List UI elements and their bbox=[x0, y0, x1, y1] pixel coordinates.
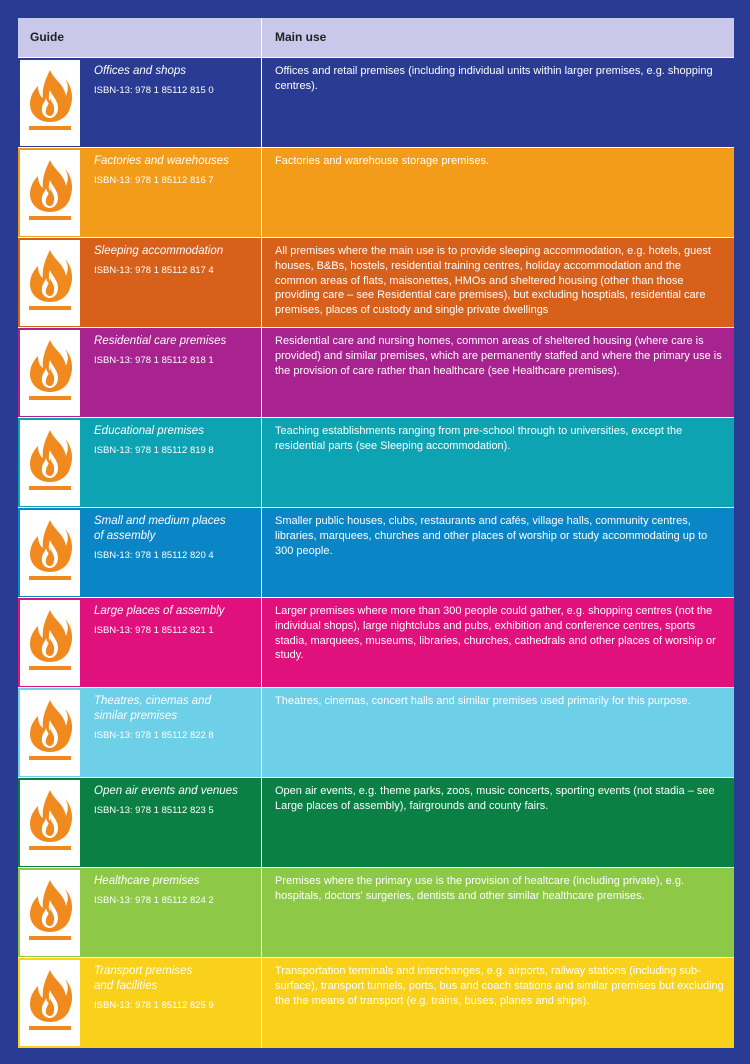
guide-info bbox=[80, 598, 224, 687]
guide-title: Large places of assembly bbox=[94, 605, 225, 617]
flame-icon bbox=[24, 424, 76, 502]
flame-icon bbox=[24, 964, 76, 1042]
guide-title: Residential care premises bbox=[94, 335, 227, 347]
flame-icon bbox=[24, 334, 76, 412]
flame-icon-box bbox=[20, 780, 80, 866]
guide-cell bbox=[18, 508, 262, 597]
guide-title: Educational premises bbox=[94, 425, 204, 437]
guide-info bbox=[80, 148, 229, 237]
guide-isbn: ISBN-13: 978 1 85112 822 8 bbox=[94, 730, 214, 741]
flame-icon-box bbox=[20, 510, 80, 596]
guide-isbn: ISBN-13: 978 1 85112 820 4 bbox=[94, 550, 214, 561]
guide-info bbox=[80, 778, 238, 867]
guide-isbn: ISBN-13: 978 1 85112 819 8 bbox=[94, 445, 214, 456]
guide-isbn: ISBN-13: 978 1 85112 818 1 bbox=[94, 355, 214, 366]
table-row bbox=[18, 418, 734, 508]
guide-title: Sleeping accommodation bbox=[94, 245, 224, 257]
table-row bbox=[18, 598, 734, 688]
main-use-cell: Teaching establishments ranging from pre-school through to universities, except the residential parts (see Sleeping accommodation). bbox=[275, 425, 683, 452]
main-use-cell: Factories and warehouse storage premises. bbox=[275, 155, 489, 167]
main-use-cell: All premises where the main use is to provide sleeping accommodation, e.g. hotels, guest houses, B&Bs, hostels, residential training centres, holiday accommodation and the common areas of flats, maisonettes, HMOs and sheltered housing (other than those providing care – see Residential care premises), but excluding hosptials, residential care premises, places of custody and single private dwellings bbox=[275, 245, 711, 317]
guide-info bbox=[80, 238, 223, 327]
flame-icon-box bbox=[20, 690, 80, 776]
guide-cell bbox=[18, 598, 262, 687]
table-row bbox=[18, 778, 734, 868]
guide-isbn: ISBN-13: 978 1 85112 817 4 bbox=[94, 265, 214, 276]
table-row bbox=[18, 238, 734, 328]
flame-icon-box bbox=[20, 150, 80, 236]
flame-icon bbox=[24, 64, 76, 142]
table-row bbox=[18, 58, 734, 148]
guide-isbn: ISBN-13: 978 1 85112 816 7 bbox=[94, 175, 214, 186]
table-row bbox=[18, 958, 734, 1048]
flame-icon bbox=[24, 514, 76, 592]
header-guide: Guide bbox=[18, 18, 262, 57]
guide-info bbox=[80, 58, 214, 147]
header-main-use: Main use bbox=[275, 30, 327, 44]
flame-icon-box bbox=[20, 330, 80, 416]
flame-icon bbox=[24, 244, 76, 322]
main-use-cell: Offices and retail premises (including individual units within larger premises, e.g. shopping centres). bbox=[275, 65, 713, 92]
main-use-cell: Smaller public houses, clubs, restaurants and cafés, village halls, community centres, libraries, marquees, churches and other places of worship or study accommodating up to 300 people. bbox=[275, 515, 708, 557]
flame-icon-box bbox=[20, 960, 80, 1046]
guide-info bbox=[80, 868, 214, 957]
guide-cell bbox=[18, 238, 262, 327]
flame-icon bbox=[24, 784, 76, 862]
guide-isbn: ISBN-13: 978 1 85112 815 0 bbox=[94, 85, 214, 96]
guide-title: Small and medium places of assembly bbox=[94, 515, 226, 542]
table-header bbox=[18, 18, 734, 58]
guide-title: Transport premises and facilities bbox=[94, 965, 193, 992]
flame-icon bbox=[24, 874, 76, 952]
flame-icon-box bbox=[20, 420, 80, 506]
guides-table bbox=[18, 18, 734, 1048]
flame-icon bbox=[24, 604, 76, 682]
guide-info bbox=[80, 688, 214, 777]
guide-isbn: ISBN-13: 978 1 85112 825 9 bbox=[94, 1000, 214, 1011]
main-use-cell: Open air events, e.g. theme parks, zoos, music concerts, sporting events (not stadia – see Large places of assembly), fairgrounds and county fairs. bbox=[275, 785, 715, 812]
guide-title: Offices and shops bbox=[94, 65, 187, 77]
flame-icon-box bbox=[20, 600, 80, 686]
guide-isbn: ISBN-13: 978 1 85112 821 1 bbox=[94, 625, 214, 636]
guide-cell bbox=[18, 328, 262, 417]
table-row bbox=[18, 508, 734, 598]
flame-icon-box bbox=[20, 60, 80, 146]
guide-cell bbox=[18, 958, 262, 1048]
main-use-cell: Theatres, cinemas, concert halls and similar premises used primarily for this purpose. bbox=[275, 695, 691, 707]
guide-cell bbox=[18, 778, 262, 867]
guide-info bbox=[80, 508, 226, 597]
main-use-cell: Premises where the primary use is the provision of healtcare (including private), e.g. hospitals, doctors' surgeries, dentists and other similar healthcare premises. bbox=[275, 875, 685, 902]
guide-title: Healthcare premises bbox=[94, 875, 200, 887]
guide-cell bbox=[18, 868, 262, 957]
guide-title: Open air events and venues bbox=[94, 785, 238, 797]
guide-cell bbox=[18, 148, 262, 237]
flame-icon-box bbox=[20, 240, 80, 326]
flame-icon-box bbox=[20, 870, 80, 956]
guide-title: Theatres, cinemas and similar premises bbox=[94, 695, 211, 722]
guide-title: Factories and warehouses bbox=[94, 155, 229, 167]
table-row bbox=[18, 688, 734, 778]
guide-cell bbox=[18, 58, 262, 147]
flame-icon bbox=[24, 154, 76, 232]
guide-isbn: ISBN-13: 978 1 85112 824 2 bbox=[94, 895, 214, 906]
main-use-cell: Larger premises where more than 300 people could gather, e.g. shopping centres (not the individual shops), large nightclubs and pubs, exhibition and conference centres, sports stadia, marquees, museums, libraries, churches, cathedrals and other places of worship or study. bbox=[275, 605, 716, 662]
table-body bbox=[18, 58, 734, 1048]
guide-info bbox=[80, 418, 214, 507]
table-row bbox=[18, 328, 734, 418]
guide-isbn: ISBN-13: 978 1 85112 823 5 bbox=[94, 805, 214, 816]
main-use-cell: Residential care and nursing homes, common areas of sheltered housing (where care is provided) and similar premises, which are permanently staffed and where the primary use is the provision of care rather than healthcare (see Healthcare premises). bbox=[275, 335, 722, 377]
guide-info bbox=[80, 328, 226, 417]
flame-icon bbox=[24, 694, 76, 772]
guide-cell bbox=[18, 418, 262, 507]
main-use-cell: Transportation terminals and interchanges, e.g. airports, railway stations (including sub-surface), transport tunnels, ports, bus and coach stations and similar premises but excluding the the means of transport (e.g. trains, buses, planes and ships). bbox=[275, 965, 724, 1007]
table-row bbox=[18, 148, 734, 238]
guide-info bbox=[80, 958, 214, 1048]
guide-cell bbox=[18, 688, 262, 777]
table-row bbox=[18, 868, 734, 958]
